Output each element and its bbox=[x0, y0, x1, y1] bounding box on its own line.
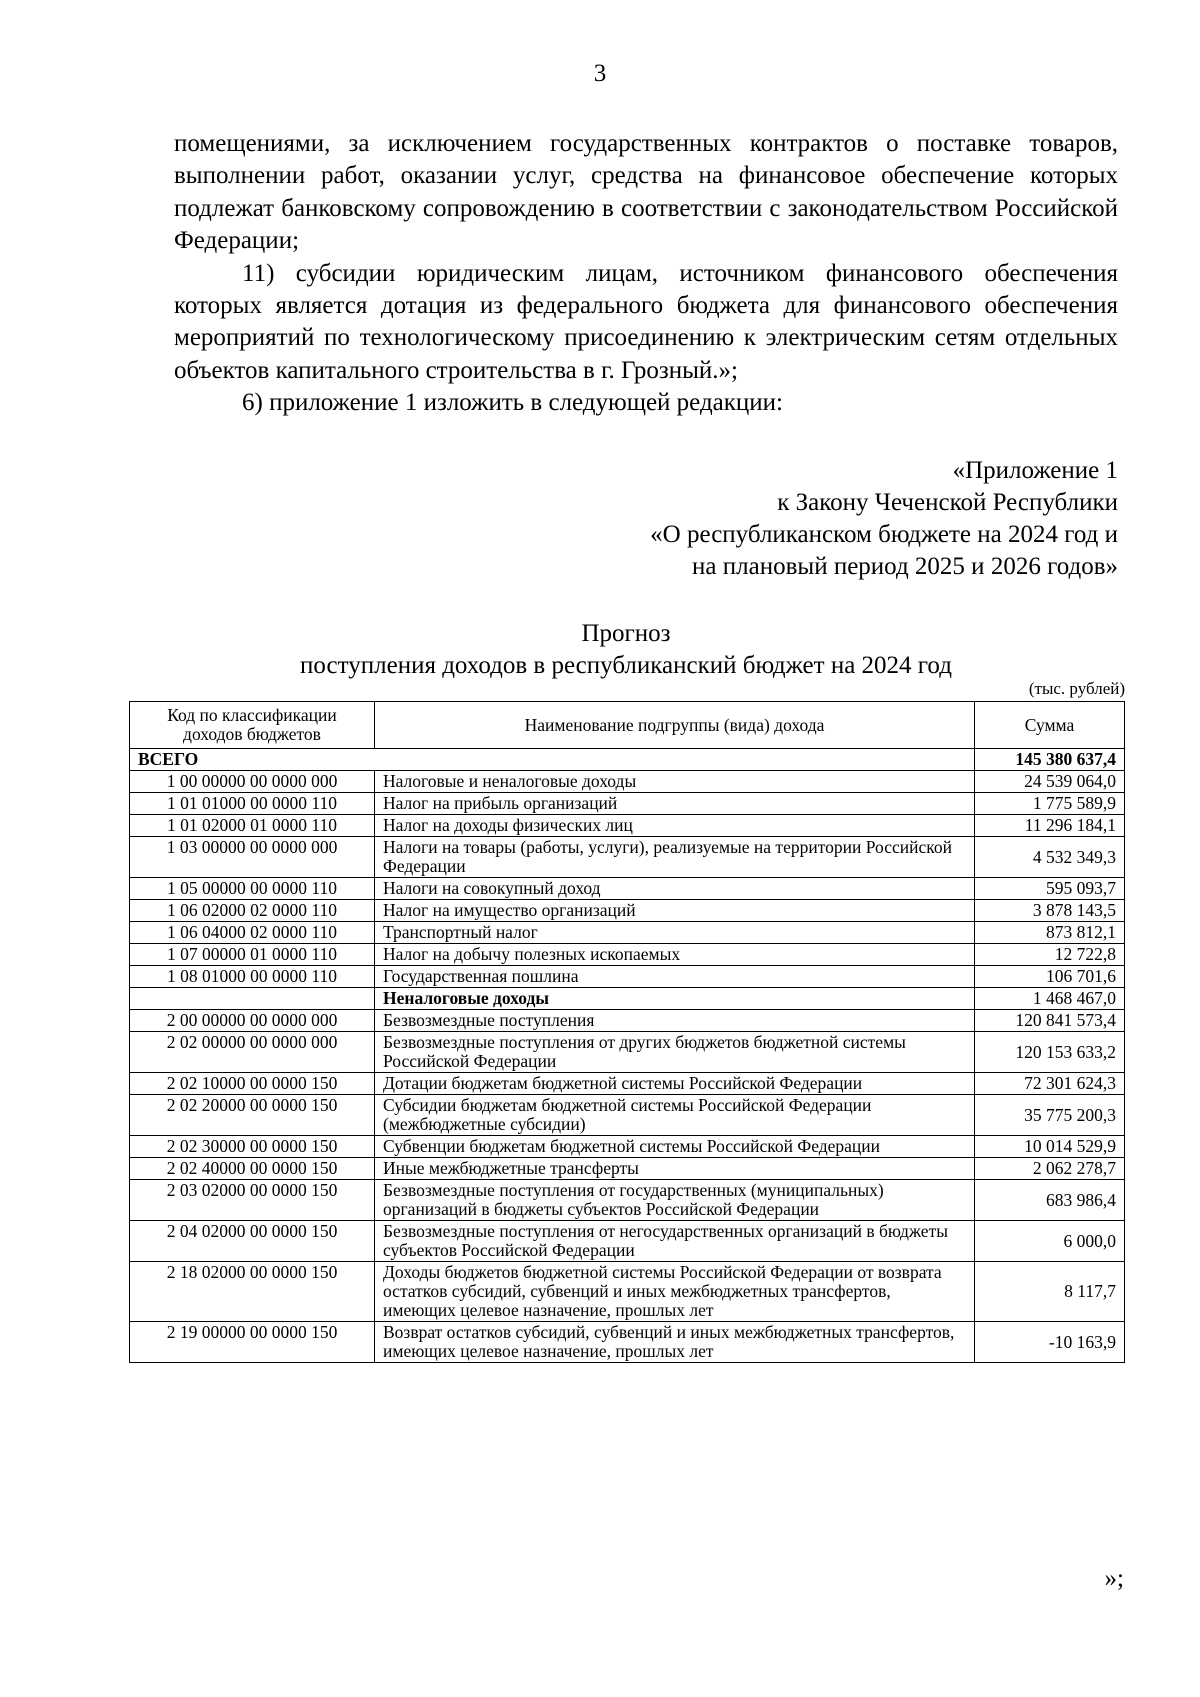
row-name: Иные межбюджетные трансферты bbox=[375, 1158, 975, 1180]
row-sum: -10 163,9 bbox=[975, 1322, 1125, 1363]
table-row bbox=[130, 900, 1125, 922]
row-name: Транспортный налог bbox=[375, 922, 975, 944]
table-row bbox=[130, 1095, 1125, 1136]
row-name: Налоговые и неналоговые доходы bbox=[375, 771, 975, 793]
table-header-row bbox=[130, 702, 1125, 749]
row-code: 1 06 02000 02 0000 110 bbox=[130, 900, 375, 922]
row-sum: 1 468 467,0 bbox=[975, 988, 1125, 1010]
row-code: 2 02 40000 00 0000 150 bbox=[130, 1158, 375, 1180]
row-name: Безвозмездные поступления от других бюджетов бюджетной системы Российской Федерации bbox=[375, 1032, 975, 1073]
row-code: 1 07 00000 01 0000 110 bbox=[130, 944, 375, 966]
row-sum: 120 153 633,2 bbox=[975, 1032, 1125, 1073]
row-sum: 8 117,7 bbox=[975, 1262, 1125, 1322]
row-sum: 2 062 278,7 bbox=[975, 1158, 1125, 1180]
closing-quote: »; bbox=[1104, 1565, 1124, 1592]
row-code: 2 02 10000 00 0000 150 bbox=[130, 1073, 375, 1095]
row-code: 1 00 00000 00 0000 000 bbox=[130, 771, 375, 793]
row-sum: 11 296 184,1 bbox=[975, 815, 1125, 837]
appendix-reference bbox=[650, 455, 1118, 583]
row-sum: 120 841 573,4 bbox=[975, 1010, 1125, 1032]
table-row bbox=[130, 1073, 1125, 1095]
row-name: Безвозмездные поступления от негосударственных организаций в бюджеты субъектов Российской Федерации bbox=[375, 1221, 975, 1262]
header-name: Наименование подгруппы (вида) дохода bbox=[375, 702, 975, 749]
row-code: 2 02 00000 00 0000 000 bbox=[130, 1032, 375, 1073]
table-row bbox=[130, 1032, 1125, 1073]
row-sum: 873 812,1 bbox=[975, 922, 1125, 944]
row-code: 2 00 00000 00 0000 000 bbox=[130, 1010, 375, 1032]
row-code: 1 06 04000 02 0000 110 bbox=[130, 922, 375, 944]
row-name: Налог на прибыль организаций bbox=[375, 793, 975, 815]
table-row bbox=[130, 771, 1125, 793]
row-code: 1 05 00000 00 0000 110 bbox=[130, 878, 375, 900]
row-sum: 106 701,6 bbox=[975, 966, 1125, 988]
table-row bbox=[130, 1158, 1125, 1180]
body-text bbox=[174, 128, 1118, 420]
unit-note: (тыс. рублей) bbox=[1028, 679, 1125, 698]
row-name: Безвозмездные поступления от государственных (муниципальных) организаций в бюджеты субъектов Российской Федерации bbox=[375, 1180, 975, 1221]
appendix-line-2: к Закону Чеченской Республики bbox=[777, 489, 1118, 516]
row-name: Государственная пошлина bbox=[375, 966, 975, 988]
row-name: Безвозмездные поступления bbox=[375, 1010, 975, 1032]
row-sum: 683 986,4 bbox=[975, 1180, 1125, 1221]
row-name: Налоги на совокупный доход bbox=[375, 878, 975, 900]
table-row bbox=[130, 1010, 1125, 1032]
row-name: Налоги на товары (работы, услуги), реализуемые на территории Российской Федерации bbox=[375, 837, 975, 878]
row-sum: 12 722,8 bbox=[975, 944, 1125, 966]
row-name: Налог на доходы физических лиц bbox=[375, 815, 975, 837]
table-row bbox=[130, 966, 1125, 988]
row-name: Доходы бюджетов бюджетной системы Российской Федерации от возврата остатков субсидий, субвенций и иных межбюджетных трансфертов, имеющих целевое назначение, прошлых лет bbox=[375, 1262, 975, 1322]
row-code bbox=[130, 988, 375, 1010]
header-code: Код по классификации доходов бюджетов bbox=[130, 702, 375, 749]
table-row bbox=[130, 922, 1125, 944]
table-heading bbox=[126, 618, 1126, 682]
row-sum: 1 775 589,9 bbox=[975, 793, 1125, 815]
row-sum: 10 014 529,9 bbox=[975, 1136, 1125, 1158]
row-name: Субвенции бюджетам бюджетной системы Российской Федерации bbox=[375, 1136, 975, 1158]
table-row bbox=[130, 1136, 1125, 1158]
row-sum: 35 775 200,3 bbox=[975, 1095, 1125, 1136]
paragraph-item-6: 6) приложение 1 изложить в следующей редакции: bbox=[242, 389, 783, 417]
row-code: 2 02 20000 00 0000 150 bbox=[130, 1095, 375, 1136]
table-row bbox=[130, 1180, 1125, 1221]
appendix-line-1: «Приложение 1 bbox=[952, 457, 1118, 484]
row-name: Возврат остатков субсидий, субвенций и иных межбюджетных трансфертов, имеющих целевое назначение, прошлых лет bbox=[375, 1322, 975, 1363]
table-row bbox=[130, 1221, 1125, 1262]
header-sum: Сумма bbox=[975, 702, 1125, 749]
heading-subtitle: поступления доходов в республиканский бюджет на 2024 год bbox=[300, 652, 952, 679]
row-sum: 24 539 064,0 bbox=[975, 771, 1125, 793]
paragraph-item-11: 11) субсидии юридическим лицам, источником финансового обеспечения которых является дотация из федерального бюджета для финансового обеспечения мероприятий по технологическому присоединению к электрическим сетям отдельных объектов капитального строительства в г. Грозный.»; bbox=[174, 259, 1118, 384]
row-code: 1 01 01000 00 0000 110 bbox=[130, 793, 375, 815]
page-number: 3 bbox=[593, 60, 607, 87]
table-row bbox=[130, 815, 1125, 837]
row-name: Налог на имущество организаций bbox=[375, 900, 975, 922]
row-code: 2 19 00000 00 0000 150 bbox=[130, 1322, 375, 1363]
row-code: 1 08 01000 00 0000 110 bbox=[130, 966, 375, 988]
total-row bbox=[130, 749, 1125, 771]
row-name: Субсидии бюджетам бюджетной системы Российской Федерации (межбюджетные субсидии) bbox=[375, 1095, 975, 1136]
row-code: 2 04 02000 00 0000 150 bbox=[130, 1221, 375, 1262]
row-sum: 72 301 624,3 bbox=[975, 1073, 1125, 1095]
table-row bbox=[130, 1262, 1125, 1322]
table-row bbox=[130, 944, 1125, 966]
row-code: 1 01 02000 01 0000 110 bbox=[130, 815, 375, 837]
row-code: 2 03 02000 00 0000 150 bbox=[130, 1180, 375, 1221]
paragraph-continuation: помещениями, за исключением государственных контрактов о поставке товаров, выполнении работ, оказании услуг, средства на финансовое обеспечение которых подлежат банковскому сопровождению в соответствии с законодательством Российской Федерации; bbox=[174, 130, 1118, 255]
table-row bbox=[130, 878, 1125, 900]
table-row bbox=[130, 837, 1125, 878]
row-sum: 3 878 143,5 bbox=[975, 900, 1125, 922]
income-forecast-table bbox=[129, 701, 1125, 1363]
table-row bbox=[130, 988, 1125, 1010]
row-name: Неналоговые доходы bbox=[375, 988, 975, 1010]
row-name: Дотации бюджетам бюджетной системы Российской Федерации bbox=[375, 1073, 975, 1095]
row-code: 2 02 30000 00 0000 150 bbox=[130, 1136, 375, 1158]
table-row bbox=[130, 793, 1125, 815]
row-code: 2 18 02000 00 0000 150 bbox=[130, 1262, 375, 1322]
appendix-line-4: на плановый период 2025 и 2026 годов» bbox=[692, 553, 1118, 580]
total-label: ВСЕГО bbox=[130, 749, 975, 771]
row-code: 1 03 00000 00 0000 000 bbox=[130, 837, 375, 878]
row-sum: 4 532 349,3 bbox=[975, 837, 1125, 878]
row-name: Налог на добычу полезных ископаемых bbox=[375, 944, 975, 966]
row-sum: 595 093,7 bbox=[975, 878, 1125, 900]
heading-title: Прогноз bbox=[581, 620, 671, 647]
total-sum: 145 380 637,4 bbox=[975, 749, 1125, 771]
row-sum: 6 000,0 bbox=[975, 1221, 1125, 1262]
table-row bbox=[130, 1322, 1125, 1363]
appendix-line-3: «О республиканском бюджете на 2024 год и bbox=[650, 521, 1118, 548]
